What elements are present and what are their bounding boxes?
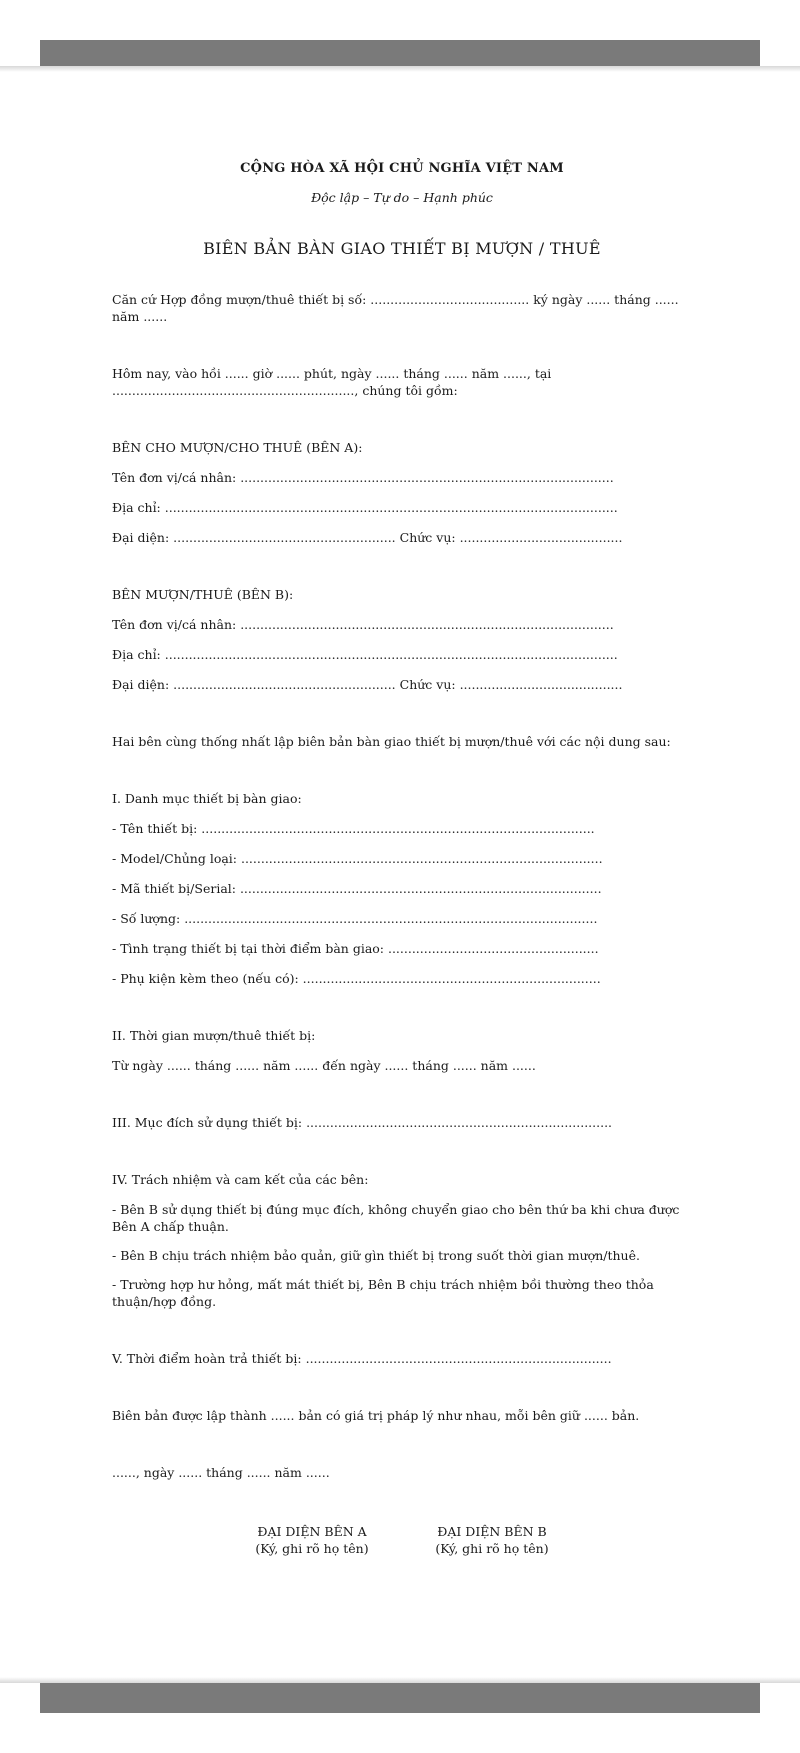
nation-heading: CỘNG HÒA XÃ HỘI CHỦ NGHĨA VIỆT NAM xyxy=(240,161,564,176)
list-item: - Trường hợp hư hỏng, mất mát thiết bị, Bên B chịu trách nhiệm bồi thường theo thỏa thuận/hợp đồng. xyxy=(112,1277,654,1309)
motto: Độc lập – Tự do – Hạnh phúc xyxy=(311,190,493,205)
list-item: - Tên thiết bị: ................................................................................................... xyxy=(112,821,595,836)
section-5-line: V. Thời điểm hoàn trả thiết bị: ............................................................................. xyxy=(112,1351,612,1366)
party-a-address: Địa chỉ: .................................................................................................................. xyxy=(112,500,618,515)
top-divider xyxy=(0,66,800,72)
list-item: - Bên B chịu trách nhiệm bảo quản, giữ gìn thiết bị trong suốt thời gian mượn/thuê. xyxy=(112,1248,640,1263)
signature-block xyxy=(112,1523,692,1557)
party-b-address: Địa chỉ: .................................................................................................................. xyxy=(112,647,618,662)
signature-a-note: (Ký, ghi rõ họ tên) xyxy=(255,1541,369,1556)
copies-line: Biên bản được lập thành ...... bản có giá trị pháp lý như nhau, mỗi bên giữ ...... bản. xyxy=(112,1408,640,1423)
signature-a-title: ĐẠI DIỆN BÊN A xyxy=(257,1524,367,1539)
party-a-name: Tên đơn vị/cá nhân: .............................................................................................. xyxy=(112,470,614,485)
party-b-heading: BÊN MƯỢN/THUÊ (BÊN B): xyxy=(112,587,294,602)
section-4-heading: IV. Trách nhiệm và cam kết của các bên: xyxy=(112,1172,369,1187)
agreement-line: Hai bên cùng thống nhất lập biên bản bàn giao thiết bị mượn/thuê với các nội dung sau: xyxy=(112,734,671,749)
document-title: BIÊN BẢN BÀN GIAO THIẾT BỊ MƯỢN / THUÊ xyxy=(203,239,601,258)
signature-b-title: ĐẠI DIỆN BÊN B xyxy=(437,1524,547,1539)
party-a-rep: Đại diện: ........................................................ Chức vụ: ......................................... xyxy=(112,530,623,545)
list-item: - Số lượng: ........................................................................................................ xyxy=(112,911,598,926)
document-page xyxy=(112,160,692,1557)
signature-party-a xyxy=(252,1523,372,1557)
intro-paragraph: Hôm nay, vào hồi ...... giờ ...... phút, ngày ...... tháng ...... năm ......, tại ............................................................., chúng tôi gồm: xyxy=(112,366,552,398)
party-a-heading: BÊN CHO MƯỢN/CHO THUÊ (BÊN A): xyxy=(112,440,363,455)
signature-party-b xyxy=(432,1523,552,1557)
section-2-heading: II. Thời gian mượn/thuê thiết bị: xyxy=(112,1028,316,1043)
section-3-line: III. Mục đích sử dụng thiết bị: ............................................................................. xyxy=(112,1115,613,1130)
period-line: Từ ngày ...... tháng ...... năm ...... đến ngày ...... tháng ...... năm ...... xyxy=(112,1058,536,1073)
list-item: - Mã thiết bị/Serial: ........................................................................................... xyxy=(112,881,602,896)
bottom-toolbar xyxy=(40,1683,760,1713)
basis-line: Căn cứ Hợp đồng mượn/thuê thiết bị số: ........................................ ký ngày ...... tháng ...... năm ...... xyxy=(112,292,679,324)
list-item: - Model/Chủng loại: ........................................................................................... xyxy=(112,851,603,866)
party-b-name: Tên đơn vị/cá nhân: .............................................................................................. xyxy=(112,617,614,632)
date-line: ......, ngày ...... tháng ...... năm ...... xyxy=(112,1465,330,1480)
signature-b-note: (Ký, ghi rõ họ tên) xyxy=(435,1541,549,1556)
list-item: - Phụ kiện kèm theo (nếu có): ........................................................................... xyxy=(112,971,601,986)
list-item: - Tình trạng thiết bị tại thời điểm bàn giao: ..................................................... xyxy=(112,941,599,956)
section-1-heading: I. Danh mục thiết bị bàn giao: xyxy=(112,791,302,806)
party-b-rep: Đại diện: ........................................................ Chức vụ: ......................................... xyxy=(112,677,623,692)
list-item: - Bên B sử dụng thiết bị đúng mục đích, không chuyển giao cho bên thứ ba khi chưa được Bên A chấp thuận. xyxy=(112,1202,680,1234)
